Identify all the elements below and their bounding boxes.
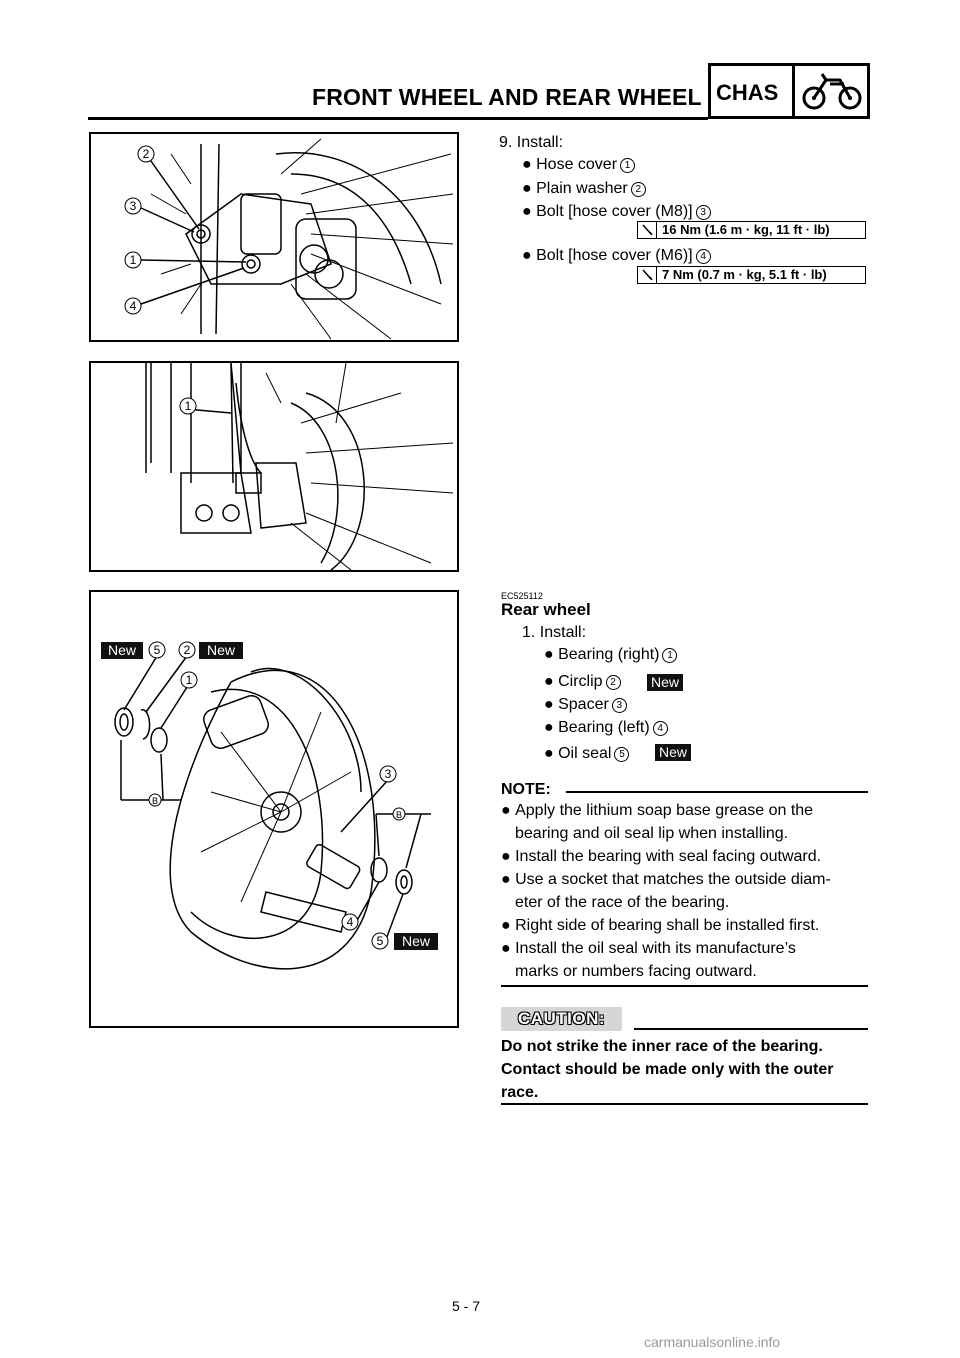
- step9-item-4: ● Bolt [hose cover (M6)] 4: [522, 247, 711, 265]
- caution-line-1: Do not strike the inner race of the bearing.: [501, 1038, 823, 1055]
- figure-rear-wheel-exploded: [89, 590, 459, 1028]
- rear-item-1: ● Bearing (right) 1: [544, 646, 677, 664]
- step9-item-2: ● Plain washer 2: [522, 180, 646, 198]
- wrench-icon: [638, 267, 657, 283]
- caution-line-2: Contact should be made only with the outer: [501, 1061, 834, 1078]
- new-badge: New: [107, 642, 137, 658]
- page-number: 5 - 7: [452, 1298, 481, 1314]
- grease-mark: B: [151, 796, 159, 806]
- figure-trip-meter-cable: [89, 361, 459, 572]
- rear-item-5: ● Oil seal 5: [544, 745, 629, 763]
- caution-label: CAUTION:: [501, 1007, 622, 1031]
- note-line-5: eter of the race of the bearing.: [515, 894, 730, 911]
- caution-top-rule: [634, 1028, 868, 1030]
- note-line-1: ● Apply the lithium soap base grease on the: [501, 802, 814, 819]
- wrench-icon: [638, 222, 657, 238]
- step9-item-3: ● Bolt [hose cover (M8)] 3: [522, 203, 711, 221]
- section-tab-divider: [792, 63, 795, 119]
- callout-2: 2: [183, 643, 191, 657]
- note-bottom-rule: [501, 985, 868, 987]
- page-title: FRONT WHEEL AND REAR WHEEL: [312, 84, 702, 110]
- rear-item-3: ● Spacer 3: [544, 696, 627, 714]
- step9-item-1: ● Hose cover 1: [522, 156, 635, 174]
- callout-1: 1: [185, 673, 193, 687]
- callout-1: 1: [184, 399, 192, 413]
- caution-bottom-rule: [501, 1103, 868, 1105]
- grease-mark: B: [395, 810, 403, 820]
- caution-line-3: race.: [501, 1084, 539, 1101]
- rear-item-4: ● Bearing (left) 4: [544, 719, 668, 737]
- rear-heading: 1. Install:: [522, 624, 587, 641]
- rear-item-2: ● Circlip 2: [544, 673, 621, 691]
- new-badge: New: [401, 933, 431, 949]
- torque-spec-m6: 7 Nm (0.7 m · kg, 5.1 ft · lb): [637, 266, 866, 284]
- note-label: NOTE:: [501, 781, 551, 798]
- note-line-2: bearing and oil seal lip when installing.: [515, 825, 789, 842]
- callout-3: 3: [384, 767, 392, 781]
- callout-5: 5: [376, 934, 384, 948]
- callout-4: 4: [129, 299, 137, 313]
- note-line-6: ● Right side of bearing shall be installed first.: [501, 917, 820, 934]
- note-line-8: marks or numbers facing outward.: [515, 963, 757, 980]
- new-badge: New: [647, 674, 683, 691]
- section-code: CHAS: [716, 80, 779, 105]
- note-line-7: ● Install the oil seal with its manufacture’s: [501, 940, 796, 957]
- callout-5: 5: [153, 643, 161, 657]
- note-top-rule: [566, 791, 868, 793]
- section-code-small: EC525112: [501, 591, 543, 601]
- motorcycle-icon: [800, 70, 864, 112]
- callout-1: 1: [129, 253, 137, 267]
- callout-4: 4: [346, 915, 354, 929]
- callout-3: 3: [129, 199, 137, 213]
- rear-wheel-title: Rear wheel: [501, 600, 591, 619]
- new-badge: New: [655, 744, 691, 761]
- torque-spec-m8: 16 Nm (1.6 m · kg, 11 ft · lb): [637, 221, 866, 239]
- new-badge: New: [206, 642, 236, 658]
- header-rule: [88, 117, 708, 120]
- callout-2: 2: [142, 147, 150, 161]
- watermark: carmanualsonline.info: [644, 1334, 781, 1350]
- note-line-4: ● Use a socket that matches the outside diam-: [501, 871, 831, 888]
- step9-heading: 9. Install:: [499, 134, 564, 151]
- note-line-3: ● Install the bearing with seal facing outward.: [501, 848, 822, 865]
- figure-hose-cover: [89, 132, 459, 342]
